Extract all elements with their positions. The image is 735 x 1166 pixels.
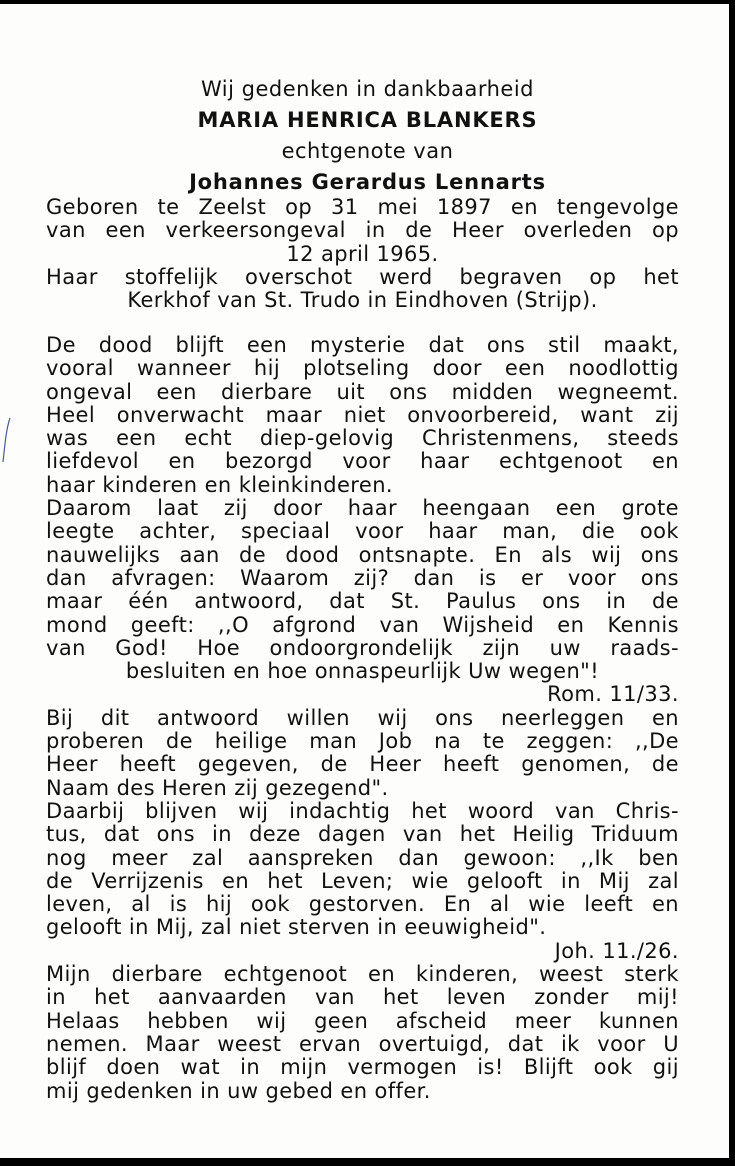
- text-line: mond geeft: ,,O afgrond van Wijsheid en Kennis: [46, 612, 679, 637]
- birth-line: 12 april 1965.: [286, 241, 439, 266]
- text-line: gelooft in Mij, zal niet sterven in eeuwigheid".: [46, 915, 547, 940]
- text-line: blijf doen wat in mijn vermogen is! Blijft ook gij: [46, 1055, 679, 1080]
- text-line: van God! Hoe ondoorgrondelijk zijn uw raads-: [46, 635, 679, 660]
- text-line: Mijn dierbare echtgenoot en kinderen, weest sterk: [46, 962, 679, 987]
- text-line: proberen de heilige man Job na te zeggen: ,,De: [46, 729, 679, 754]
- text-line: Daarom laat zij door haar heengaan een grote: [46, 496, 679, 521]
- text-line: ongeval een dierbare uit ons midden wegneemt.: [46, 379, 679, 404]
- birth-line: van een verkeersongeval in de Heer overleden op: [46, 218, 679, 243]
- text-line: Heel onverwacht maar niet onvoorbereid, want zij: [46, 402, 679, 427]
- text-line: nog meer zal aanspreken dan gewoon: ,,Ik ben: [46, 845, 679, 870]
- text-line: vooral wanneer hij plotseling door een noodlottig: [46, 356, 679, 381]
- text-line: maar één antwoord, dat St. Paulus ons in de: [46, 589, 679, 614]
- birth-line: Kerkhof van St. Trudo in Eindhoven (Strijp).: [127, 288, 598, 313]
- text-line: nauwelijks aan de dood ontsnapte. En als wij ons: [46, 542, 679, 567]
- text-line: Rom. 11/33.: [547, 682, 679, 707]
- text-line: Daarbij blijven wij indachtig het woord van Chris-: [46, 798, 679, 823]
- text-line: besluiten en hoe onnaspeurlijk Uw wegen"!: [125, 659, 600, 684]
- body-text: [46, 334, 679, 1103]
- deceased-name: MARIA HENRICA BLANKERS: [197, 108, 538, 132]
- text-line: in het aanvaarden van het leven zonder mij!: [46, 985, 679, 1010]
- dedication-line: Wij gedenken in dankbaarheid: [201, 77, 534, 101]
- text-line: was een echt diep-gelovig Christenmens, steeds: [46, 426, 679, 451]
- card-header: [0, 74, 735, 198]
- text-line: mij gedenken in uw gebed en offer.: [46, 1078, 431, 1103]
- birth-paragraph: [46, 196, 679, 312]
- text-line: Joh. 11./26.: [554, 938, 679, 963]
- text-line: Helaas hebben wij geen afscheid meer kunnen: [46, 1008, 679, 1033]
- text-line: dan afvragen: Waarom zij? dan is er voor ons: [46, 565, 679, 590]
- birth-line: Geboren te Zeelst op 31 mei 1897 en tengevolge: [46, 195, 679, 219]
- pen-mark: [2, 416, 12, 464]
- text-line: De dood blijft een mysterie dat ons stil maakt,: [46, 333, 679, 357]
- text-line: leegte achter, speciaal voor haar man, die ook: [46, 519, 679, 544]
- spouse-name: Johannes Gerardus Lennarts: [189, 170, 546, 194]
- text-line: Bij dit antwoord willen wij ons neerleggen en: [46, 705, 679, 730]
- text-line: haar kinderen en kleinkinderen.: [46, 472, 393, 497]
- text-line: nemen. Maar weest ervan overtuigd, dat ik voor U: [46, 1031, 679, 1056]
- text-line: liefdevol en bezorgd voor haar echtgenoot en: [46, 449, 679, 474]
- text-line: de Verrijzenis en het Leven; wie gelooft in Mij zal: [46, 868, 679, 893]
- text-line: Heer heeft gegeven, de Heer heeft genomen, de: [46, 752, 679, 777]
- text-line: tus, dat ons in deze dagen van het Heilig Triduum: [46, 822, 679, 847]
- text-line: leven, al is hij ook gestorven. En al wie leeft en: [46, 892, 679, 917]
- spouse-intro: echtgenote van: [281, 139, 454, 163]
- birth-line: Haar stoffelijk overschot werd begraven op het: [46, 264, 679, 289]
- text-line: Naam des Heren zij gezegend".: [46, 775, 389, 800]
